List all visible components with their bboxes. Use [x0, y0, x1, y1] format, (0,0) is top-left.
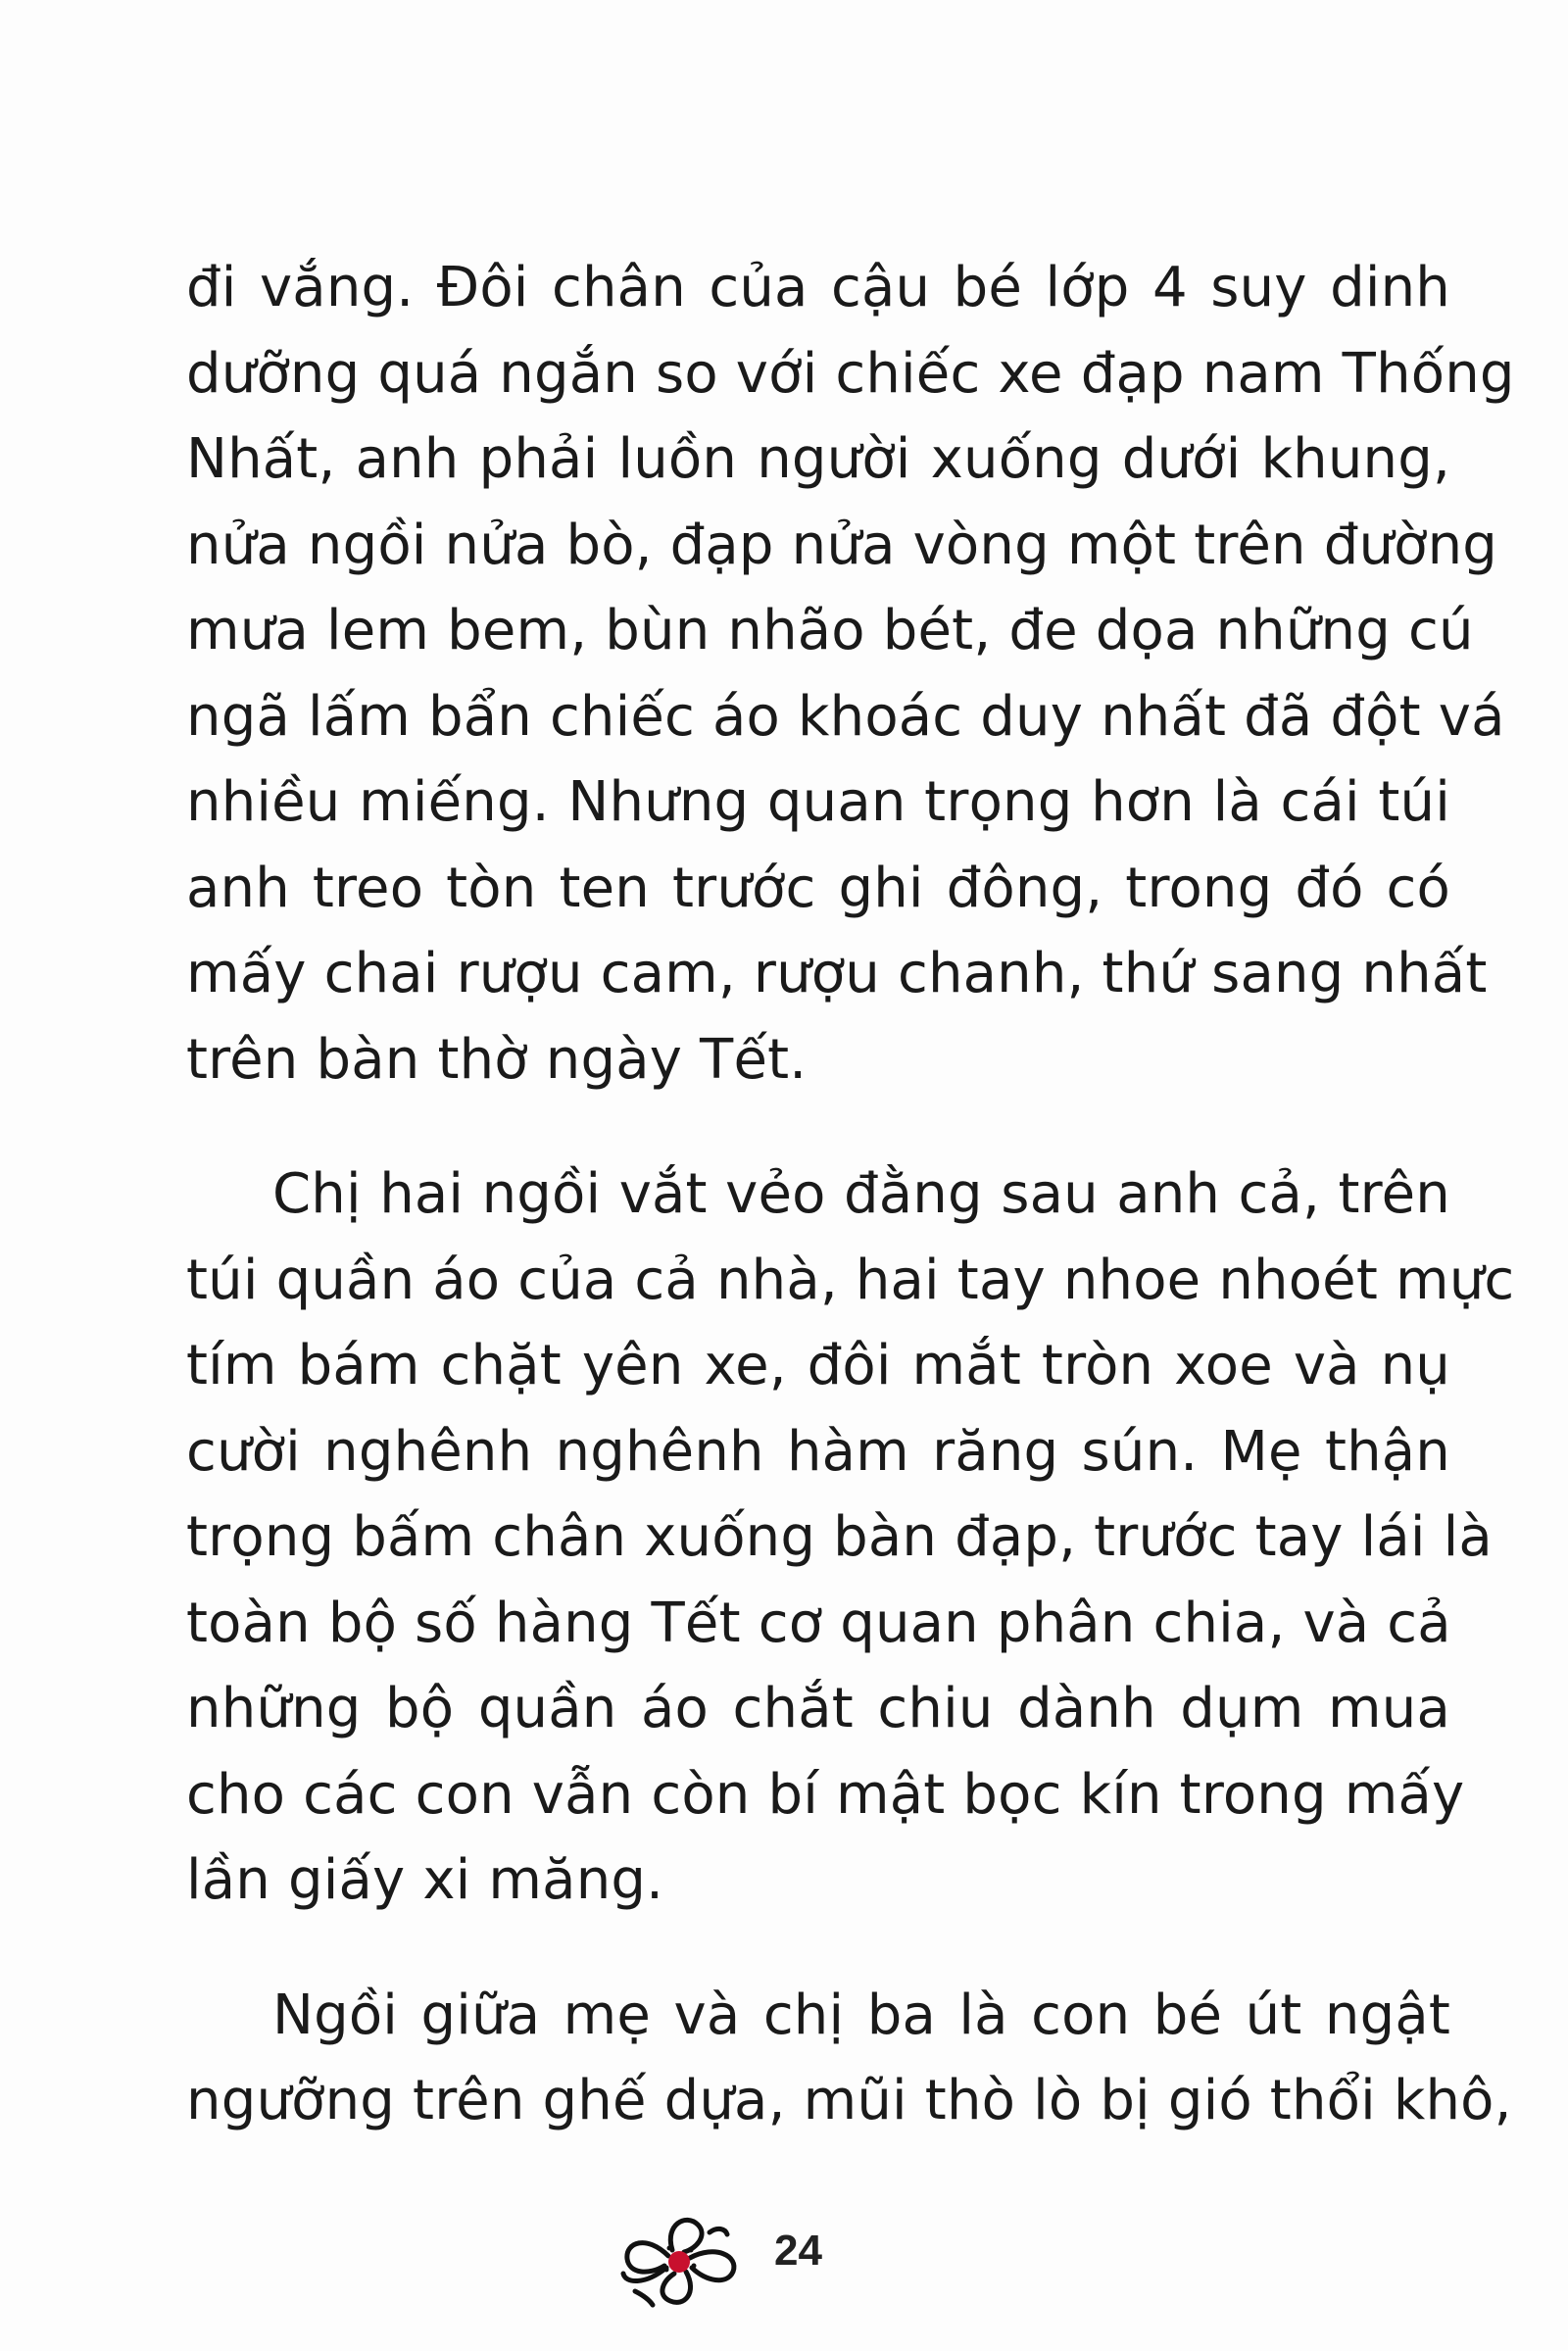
text-line: mấy chai rượu cam, rượu chanh, thứ sang nhất [186, 942, 1488, 1005]
blossom-center [668, 2251, 690, 2273]
page-footer [608, 2205, 862, 2313]
text-line: nửa ngồi nửa bò, đạp nửa vòng một trên đường [186, 513, 1498, 577]
text-line: Nhất, anh phải luồn người xuống dưới khung, [186, 427, 1450, 491]
text-line: anh treo tòn ten trước ghi đông, trong đó có [186, 856, 1450, 920]
text-line: toàn bộ số hàng Tết cơ quan phân chia, và cả [186, 1591, 1451, 1655]
text-line: nhiều miếng. Nhưng quan trọng hơn là cái túi [186, 770, 1450, 834]
text-line: mưa lem bem, bùn nhão bét, đe dọa những cú [186, 599, 1474, 662]
text-line: trên bàn thờ ngày Tết. [186, 1027, 808, 1092]
text-line: cười nghênh nghênh hàm răng sún. Mẹ thận [186, 1419, 1450, 1484]
paragraph-1 [186, 245, 1515, 1102]
page-number: 24 [774, 2227, 822, 2275]
plum-blossom-icon [608, 2205, 755, 2313]
paragraph-2 [186, 1151, 1515, 1924]
body-text [186, 245, 1515, 2144]
text-line: lần giấy xi măng. [186, 1848, 664, 1912]
text-line: những bộ quần áo chắt chiu dành dụm mua [186, 1677, 1450, 1740]
text-line: tím bám chặt yên xe, đôi mắt tròn xoe và nụ [186, 1334, 1450, 1397]
text-line: cho các con vẫn còn bí mật bọc kín trong mấy [186, 1762, 1465, 1827]
text-line: trọng bấm chân xuống bàn đạp, trước tay lái là [186, 1505, 1493, 1569]
text-line: Chị hai ngồi vắt vẻo đằng sau anh cả, trên [272, 1162, 1450, 1226]
paragraph-3 [186, 1973, 1512, 2144]
paragraph-gap [186, 1924, 1450, 1973]
paragraph-gap [186, 1102, 1450, 1151]
text-line: ngưỡng trên ghế dựa, mũi thò lò bị gió thổi khô, [186, 2069, 1512, 2132]
text-line: ngã lấm bẩn chiếc áo khoác duy nhất đã đột vá [186, 684, 1505, 749]
text-line: đi vắng. Đôi chân của cậu bé lớp 4 suy dinh [186, 256, 1450, 319]
text-line: túi quần áo của cả nhà, hai tay nhoe nhoét mực [186, 1248, 1515, 1312]
text-line: dưỡng quá ngắn so với chiếc xe đạp nam Thống [186, 341, 1515, 406]
text-line: Ngồi giữa mẹ và chị ba là con bé út ngật [272, 1983, 1450, 2047]
